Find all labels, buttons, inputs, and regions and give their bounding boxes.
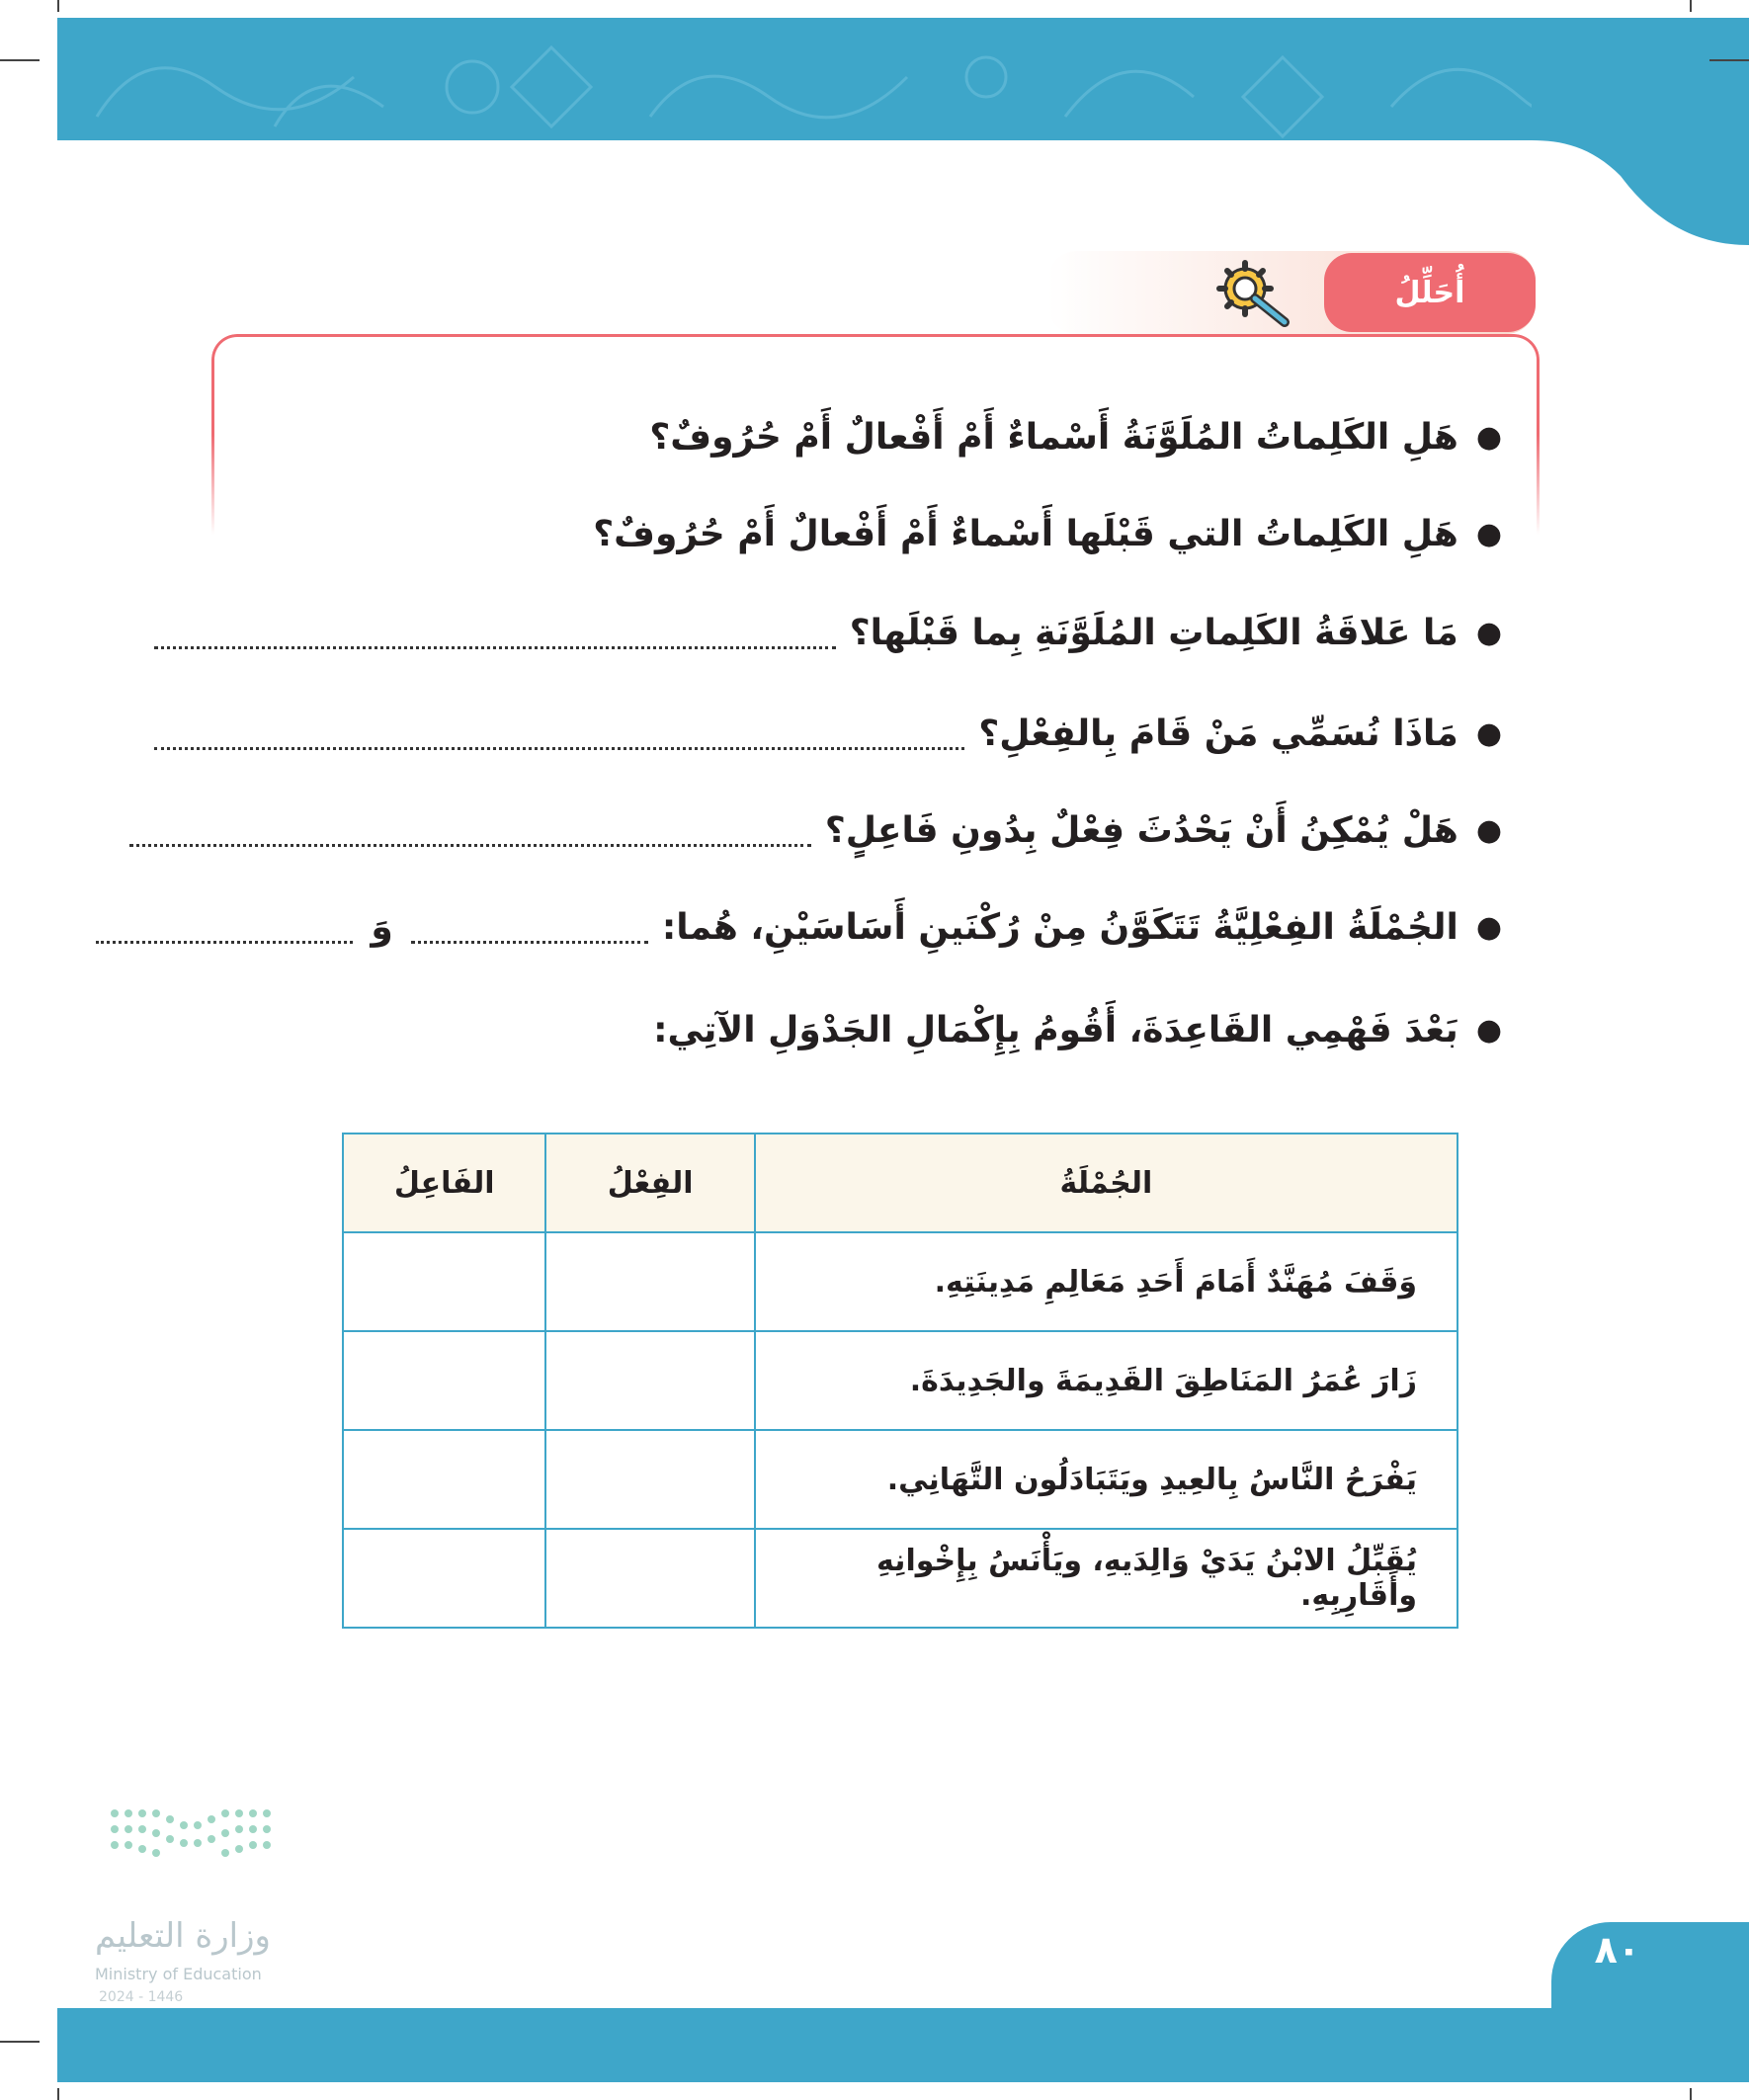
bullet-icon: ● <box>1475 812 1502 848</box>
subject-cell[interactable] <box>343 1430 545 1529</box>
header-verb: الفِعْلُ <box>545 1134 754 1232</box>
table-row <box>343 1529 1458 1628</box>
bullet-icon: ● <box>1475 516 1502 551</box>
ministry-name-en: Ministry of Education <box>95 1965 262 1983</box>
top-banner <box>57 18 1749 140</box>
question-item <box>96 897 1502 957</box>
answer-line[interactable] <box>154 644 836 649</box>
verb-cell[interactable] <box>545 1331 754 1430</box>
answer-line[interactable] <box>96 939 353 944</box>
question-text: مَا عَلاقَةُ الكَلِماتِ المُلَوَّنَةِ بِما قَبْلَها؟ <box>849 612 1458 653</box>
question-text: هَلْ يُمْكِنُ أَنْ يَحْدُثَ فِعْلٌ بِدُونِ فَاعِلٍ؟ <box>824 809 1458 851</box>
subject-cell[interactable] <box>343 1331 545 1430</box>
top-banner-tail <box>1532 18 1749 245</box>
question-text: الجُمْلَةُ الفِعْلِيَّةُ تَتَكَوَّنُ مِنْ رُكْنَينِ أَسَاسَيْنِ، هُما: <box>661 906 1458 948</box>
header-sentence: الجُمْلَةُ <box>755 1134 1458 1232</box>
table-header-row <box>343 1134 1458 1232</box>
subject-cell[interactable] <box>343 1529 545 1628</box>
bullet-icon: ● <box>1475 615 1502 650</box>
question-item <box>129 800 1502 860</box>
sentence-cell: زَارَ عُمَرُ المَنَاطِقَ القَدِيمَةَ والجَدِيدَةَ. <box>755 1331 1458 1430</box>
verb-cell[interactable] <box>545 1430 754 1529</box>
bottom-band <box>57 2008 1749 2082</box>
ministry-name-ar: وزارة التعليم <box>95 1916 271 1956</box>
header-subject: الفَاعِلُ <box>343 1134 545 1232</box>
crop-mark <box>57 0 59 12</box>
page-number: ٨٠ <box>1594 1928 1640 1972</box>
section-label: أُحَلِّلُ <box>1324 253 1536 332</box>
crop-mark <box>1690 2088 1692 2100</box>
sentence-cell: يَفْرَحُ النَّاسُ بِالعِيدِ ويَتَبَادَلُون التَّهَانِي. <box>755 1430 1458 1529</box>
crop-mark <box>57 2088 59 2100</box>
sentence-cell: يُقَبِّلُ الابْنُ يَدَيْ وَالِدَيهِ، ويَأْنَسُ بِإِخْوانِهِ وأَقَارِبِهِ. <box>755 1529 1458 1628</box>
answer-line[interactable] <box>129 842 811 847</box>
edition-year: 2024 - 1446 <box>99 1989 184 2005</box>
bullet-icon: ● <box>1475 909 1502 945</box>
ministry-logo-icon <box>95 1764 292 1902</box>
subject-cell[interactable] <box>343 1232 545 1331</box>
arabesque-pattern <box>57 18 1749 140</box>
crop-mark <box>1709 59 1749 61</box>
question-item <box>154 704 1502 763</box>
table-row <box>343 1430 1458 1529</box>
answer-line[interactable] <box>411 939 648 944</box>
sentence-cell: وَقَفَ مُهَنَّدٌ أَمَامَ أَحَدِ مَعَالِمِ مَدِينَتِهِ. <box>755 1232 1458 1331</box>
crop-mark <box>1690 0 1692 12</box>
question-item <box>653 1000 1502 1059</box>
bullet-icon: ● <box>1475 1012 1502 1048</box>
page-number-tab <box>1551 1922 1749 2021</box>
gear-magnifier-icon <box>1215 259 1294 330</box>
analysis-table <box>342 1133 1458 1629</box>
question-text: هَلِ الكَلِماتُ المُلَوَّنَةُ أَسْماءٌ أَمْ أَفْعالٌ أَمْ حُرُوفٌ؟ <box>649 416 1458 458</box>
question-item <box>593 504 1502 563</box>
bullet-icon: ● <box>1475 715 1502 751</box>
question-item <box>649 407 1502 466</box>
and-word: وَ <box>371 906 393 948</box>
question-item <box>154 603 1502 662</box>
question-text: بَعْدَ فَهْمِي القَاعِدَةَ، أَقُومُ بِإِكْمَالِ الجَدْوَلِ الآتِي: <box>653 1009 1458 1050</box>
answer-line[interactable] <box>154 745 964 750</box>
table-row <box>343 1232 1458 1331</box>
bullet-icon: ● <box>1475 419 1502 455</box>
verb-cell[interactable] <box>545 1529 754 1628</box>
crop-mark <box>0 2041 40 2043</box>
question-text: هَلِ الكَلِماتُ التي قَبْلَها أَسْماءٌ أَمْ أَفْعالٌ أَمْ حُرُوفٌ؟ <box>593 513 1458 554</box>
verb-cell[interactable] <box>545 1232 754 1331</box>
question-text: مَاذَا نُسَمِّي مَنْ قَامَ بِالفِعْلِ؟ <box>978 713 1458 754</box>
crop-mark <box>0 59 40 61</box>
table-row <box>343 1331 1458 1430</box>
